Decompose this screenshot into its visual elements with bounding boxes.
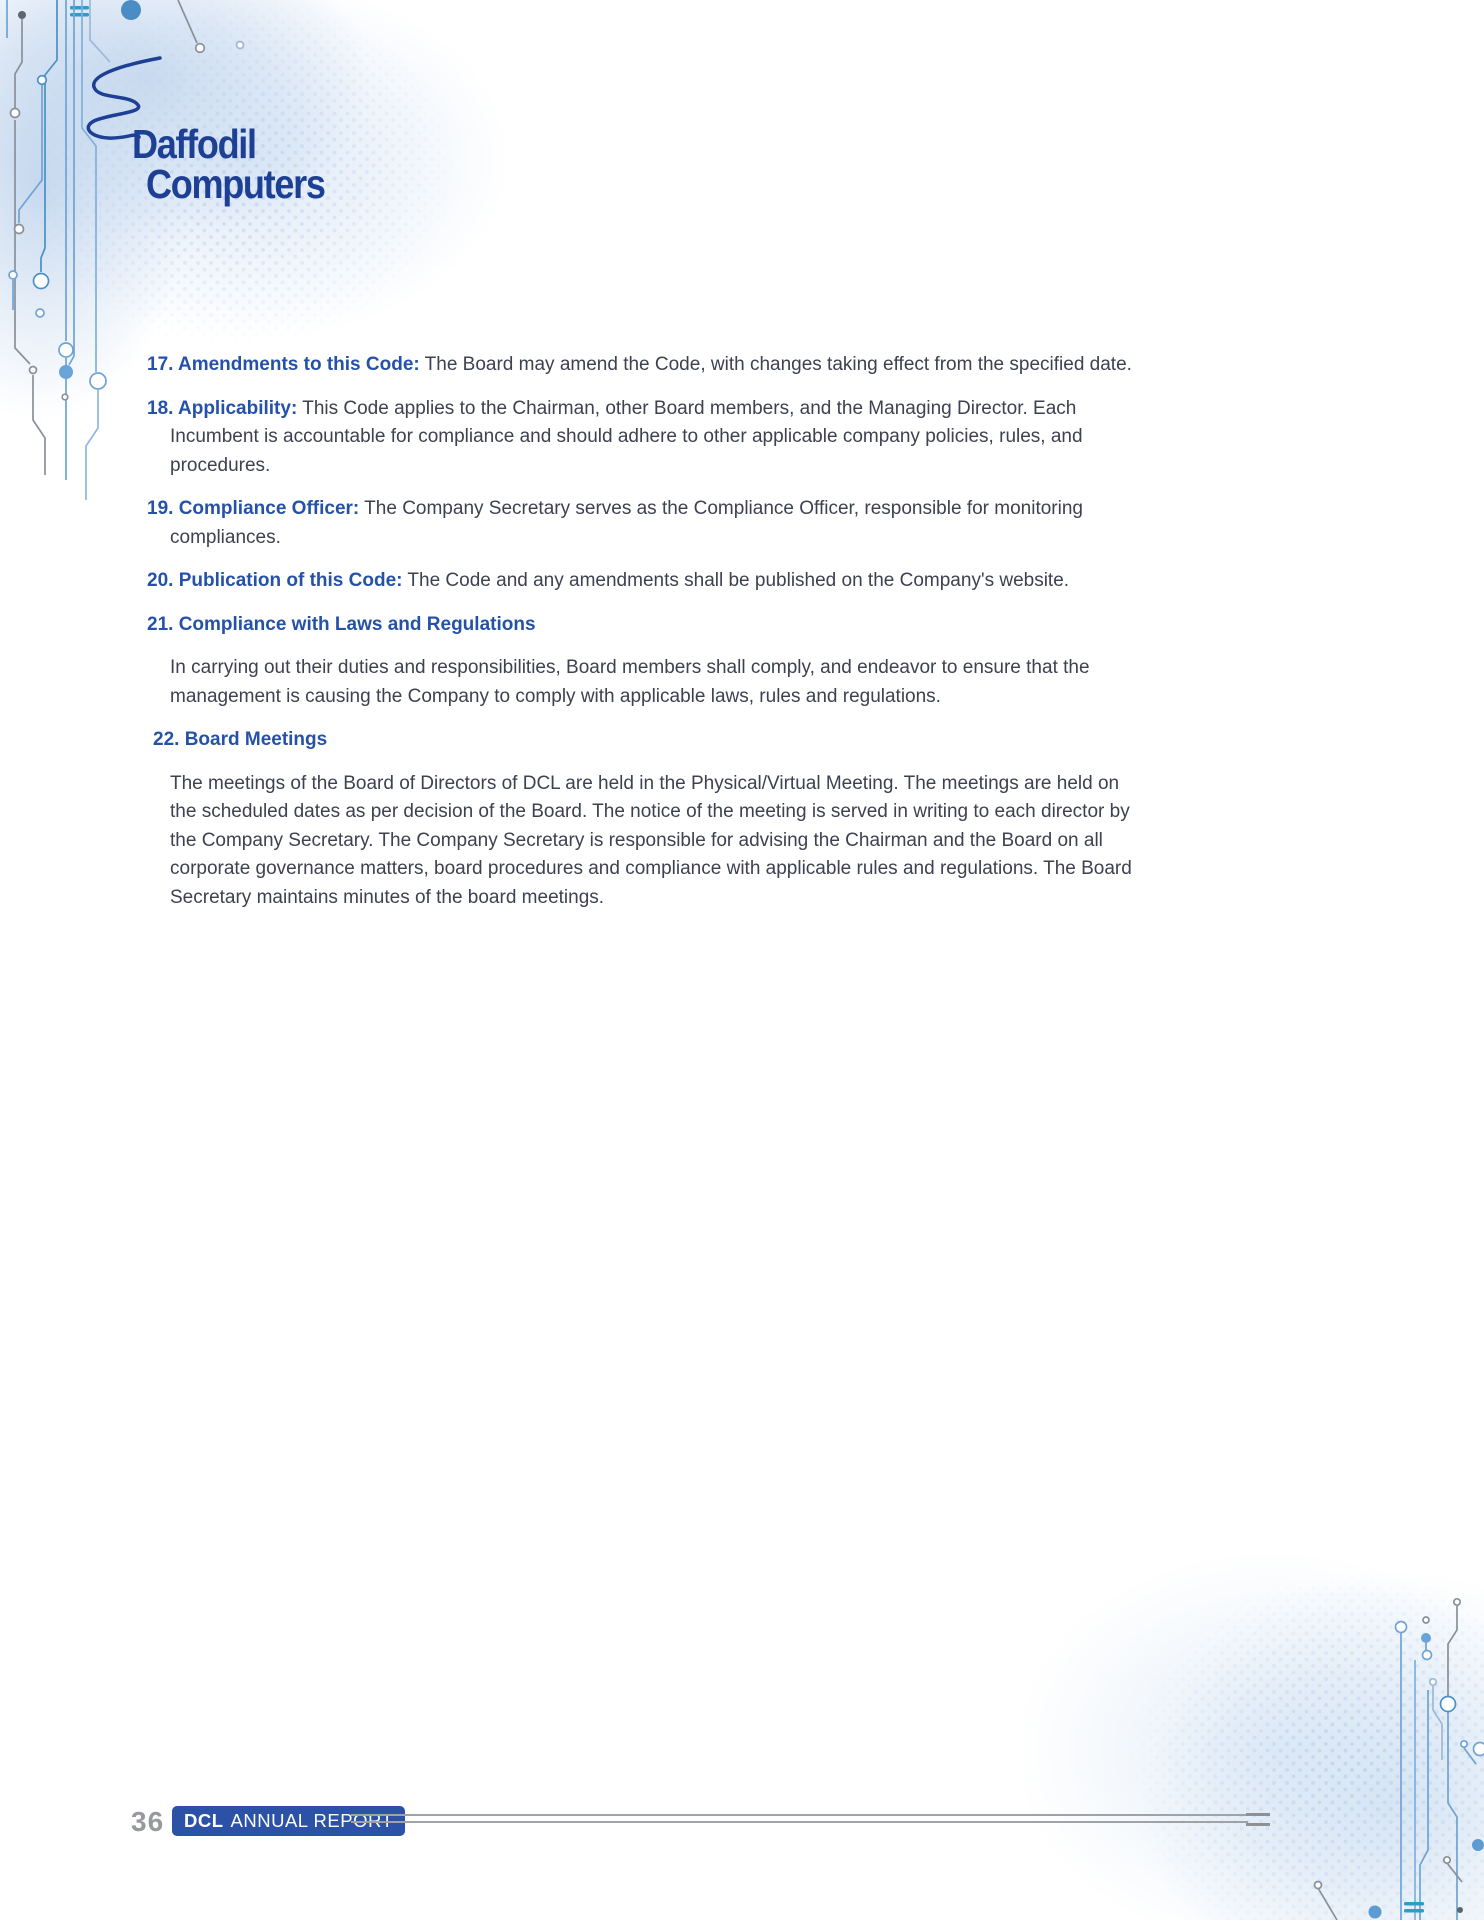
circuit-decoration-bottom-right-icon <box>1024 1520 1484 1920</box>
code-item-19 <box>147 495 1142 552</box>
company-logo <box>132 121 349 207</box>
section-paragraph-22: The meetings of the Board of Directors of DCL are held in the Physical/Virtual Meeting. The meetings are held on the scheduled dates as per decision of the Board. The notice of the meeting is served in writing to each director by the Company Secretary. The Company Secretary is responsible for advising the Chairman and the Board on all corporate governance matters, board procedures and compliance with applicable rules and regulations. The Board Secretary maintains minutes of the board meetings. <box>170 772 1132 908</box>
section-heading-21: 21. Compliance with Laws and Regulations <box>147 613 536 635</box>
item-19-label: 19. Compliance Officer: <box>147 498 360 519</box>
item-20-label: 20. Publication of this Code: <box>147 570 403 591</box>
item-20-body: The Code and any amendments shall be published on the Company's website. <box>407 570 1070 591</box>
code-item-20 <box>147 567 1142 596</box>
page-number: 36 <box>131 1806 165 1837</box>
section-paragraph-21: In carrying out their duties and responsibilities, Board members shall comply, and endeavor to ensure that the management is causing the Company to comply with applicable laws, rules and regulations. <box>170 657 1090 707</box>
code-of-conduct-content <box>147 351 1142 927</box>
logo-text-line1: Daffodil <box>132 121 256 167</box>
footer-rule-endcap <box>1246 1813 1270 1826</box>
item-18-body: This Code applies to the Chairman, other Board members, and the Managing Director. Each Incumbent is accountable for compliance and should adhere to other applicable company policies, rules, and procedures. <box>170 397 1083 476</box>
item-19-body: The Company Secretary serves as the Compliance Officer, responsible for monitoring compliances. <box>170 498 1083 548</box>
item-18-label: 18. Applicability: <box>147 397 298 419</box>
item-17-label: 17. Amendments to this Code: <box>147 354 420 375</box>
footer-rule <box>351 1814 1248 1823</box>
badge-regular-text: ANNUAL REPORT <box>230 1810 394 1831</box>
badge-bold-text: DCL <box>184 1810 224 1831</box>
code-item-18 <box>147 395 1142 481</box>
logo-text-line2: Computers <box>146 161 325 207</box>
code-item-17 <box>147 351 1142 380</box>
item-17-body: The Board may amend the Code, with changes taking effect from the specified date. <box>424 354 1132 375</box>
section-heading-22: 22. Board Meetings <box>153 729 328 750</box>
